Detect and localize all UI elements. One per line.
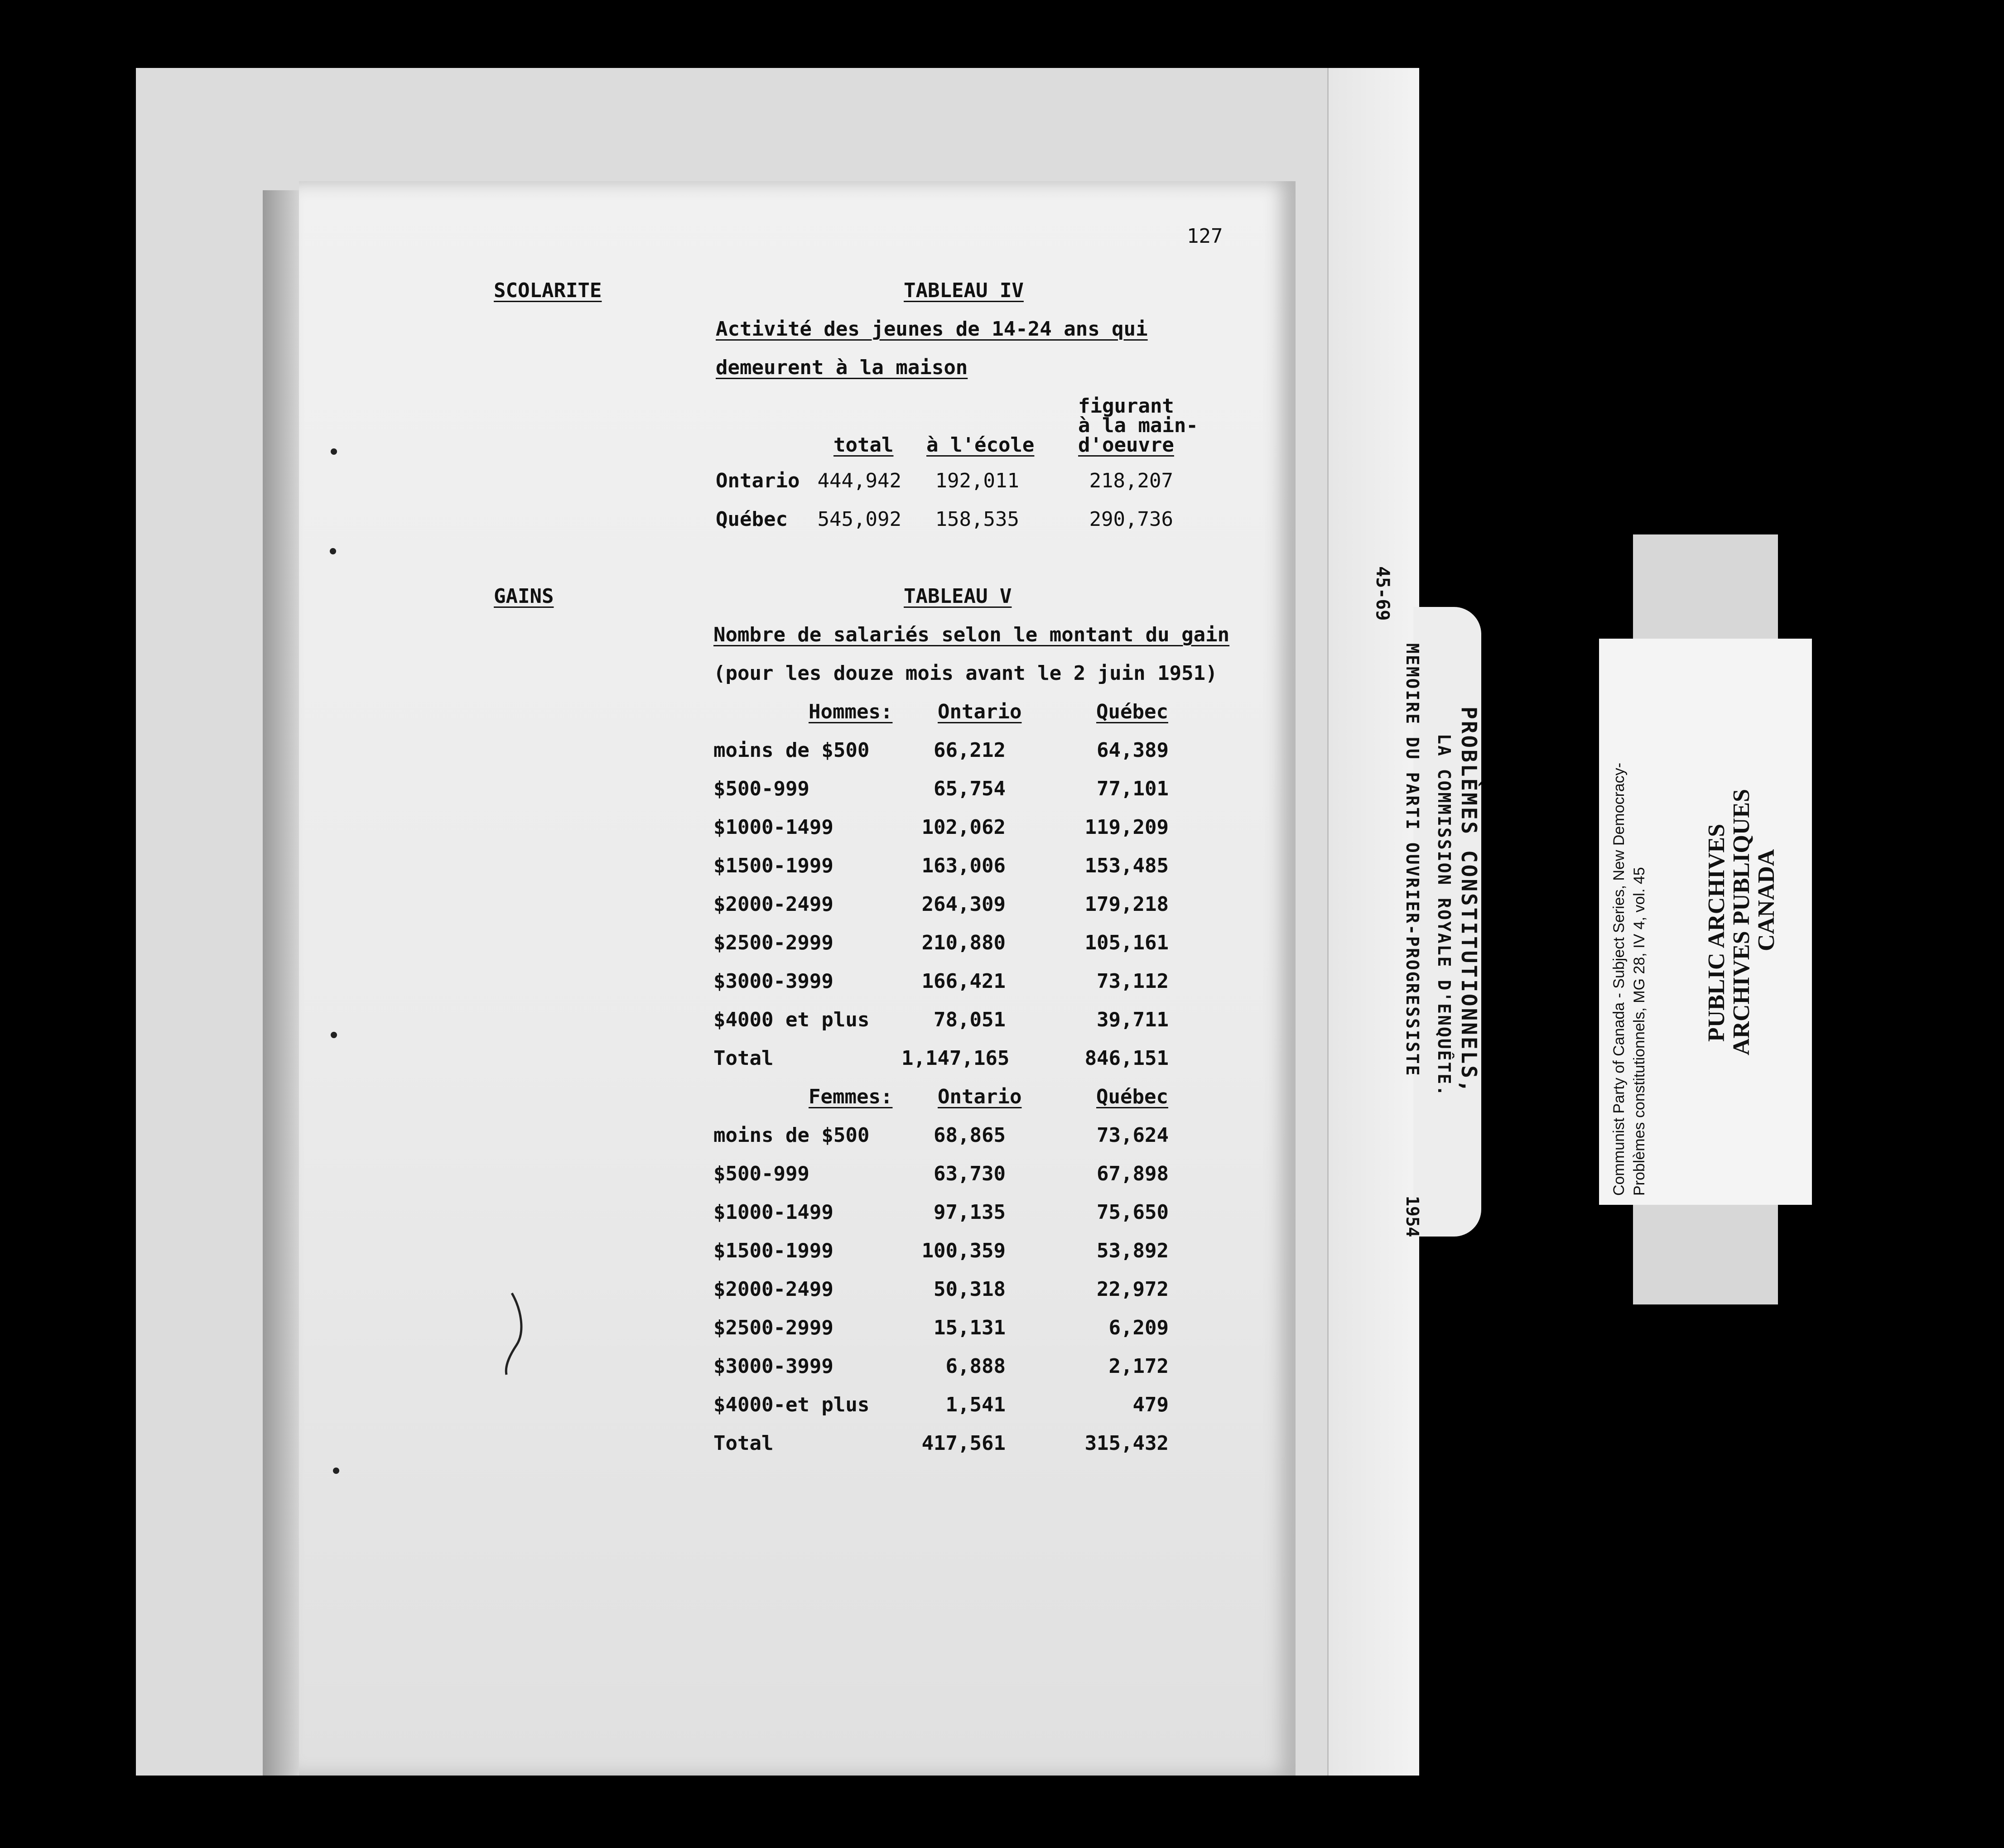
cell-ontario: 63,730 xyxy=(934,1162,1006,1185)
archive-stamp-line2: ARCHIVES PUBLIQUES xyxy=(1729,789,1754,1055)
row-label: Total xyxy=(713,1432,774,1455)
cell-quebec: 119,209 xyxy=(1084,816,1169,839)
col-header-main: à la main- xyxy=(1078,414,1198,437)
archive-stamp-line3: CANADA xyxy=(1754,849,1779,951)
cell-quebec: 6,209 xyxy=(1108,1316,1169,1339)
row-label: Ontario xyxy=(716,469,800,492)
cell-quebec: 73,624 xyxy=(1097,1124,1169,1147)
cell-ontario: 66,212 xyxy=(934,739,1006,762)
cell-quebec: 22,972 xyxy=(1097,1278,1169,1301)
cell-quebec: 39,711 xyxy=(1097,1008,1169,1031)
archive-label-line1: Communist Party of Canada - Subject Series, New Democracy- xyxy=(1610,762,1628,1196)
cell-quebec: 479 xyxy=(1132,1393,1169,1416)
row-label: $2500-2999 xyxy=(713,931,833,954)
cell-quebec: 77,101 xyxy=(1097,777,1169,800)
row-label: $1000-1499 xyxy=(713,1201,833,1224)
pencil-mark xyxy=(503,1291,539,1377)
cell-ontario: 417,561 xyxy=(921,1432,1006,1455)
row-label: $4000-et plus xyxy=(713,1393,870,1416)
row-label: $500-999 xyxy=(713,1162,809,1185)
hommes-col-quebec: Québec xyxy=(1096,700,1168,723)
cell-quebec: 179,218 xyxy=(1084,893,1169,916)
tableau-iv-title-line2: demeurent à la maison xyxy=(716,356,968,379)
col-header-oeuvre: d'oeuvre xyxy=(1078,433,1174,457)
cell-ontario: 1,541 xyxy=(945,1393,1006,1416)
cell-main: 290,736 xyxy=(1089,508,1173,531)
tableau-v-subtitle: (pour les douze mois avant le 2 juin 1951) xyxy=(713,662,1218,685)
cell-main: 218,207 xyxy=(1089,469,1173,492)
cell-ecole: 158,535 xyxy=(935,508,1019,531)
punch-dot xyxy=(330,548,336,554)
document-page xyxy=(299,181,1296,1776)
cell-ontario: 65,754 xyxy=(934,777,1006,800)
punch-dot xyxy=(331,1032,337,1038)
folder-tab-line3: MEMOIRE DU PARTI OUVRIER-PROGRESSISTE xyxy=(1402,643,1422,1077)
cell-ontario: 68,865 xyxy=(934,1124,1006,1147)
cell-total: 444,942 xyxy=(817,469,901,492)
row-label: Québec xyxy=(716,508,788,531)
cell-ontario: 163,006 xyxy=(921,854,1006,877)
cell-ontario: 166,421 xyxy=(921,970,1006,993)
femmes-label: Femmes: xyxy=(809,1085,893,1108)
cell-quebec: 53,892 xyxy=(1097,1239,1169,1262)
col-header-total: total xyxy=(833,433,894,457)
cell-quebec: 105,161 xyxy=(1084,931,1169,954)
row-label: $500-999 xyxy=(713,777,809,800)
row-label: moins de $500 xyxy=(713,1124,870,1147)
archive-label-line2: Problèmes constitutionnels, MG 28, IV 4, vol. 45 xyxy=(1631,867,1648,1196)
col-header-figurant: figurant xyxy=(1078,395,1174,418)
row-label: $1000-1499 xyxy=(713,816,833,839)
row-label: $1500-1999 xyxy=(713,854,833,877)
sheet-shadow-edge xyxy=(263,190,299,1776)
cell-ontario: 210,880 xyxy=(921,931,1006,954)
punch-dot xyxy=(333,1468,339,1474)
cell-quebec: 315,432 xyxy=(1084,1432,1169,1455)
tableau-v-title: Nombre de salariés selon le montant du gain xyxy=(713,623,1230,646)
folder-tab-line1: PROBLÈMES CONSTITUTIONNELS, xyxy=(1457,707,1481,1094)
cell-ontario: 102,062 xyxy=(921,816,1006,839)
cell-quebec: 75,650 xyxy=(1097,1201,1169,1224)
tableau-iv-heading: TABLEAU IV xyxy=(904,279,1024,302)
cell-total: 545,092 xyxy=(817,508,901,531)
row-label: $2500-2999 xyxy=(713,1316,833,1339)
cell-ecole: 192,011 xyxy=(935,469,1019,492)
cell-ontario: 97,135 xyxy=(934,1201,1006,1224)
row-label: $2000-2499 xyxy=(713,1278,833,1301)
folder-tab-number: 45-69 xyxy=(1372,566,1393,621)
row-label: $3000-3999 xyxy=(713,1355,833,1378)
cell-quebec: 153,485 xyxy=(1084,854,1169,877)
hommes-label: Hommes: xyxy=(809,700,893,723)
hommes-col-ontario: Ontario xyxy=(938,700,1022,723)
tableau-iv-title-line1: Activité des jeunes de 14-24 ans qui xyxy=(716,318,1148,341)
section-gains: GAINS xyxy=(494,585,554,608)
row-label: moins de $500 xyxy=(713,739,870,762)
cell-ontario: 264,309 xyxy=(921,893,1006,916)
row-label: Total xyxy=(713,1047,774,1070)
femmes-col-ontario: Ontario xyxy=(938,1085,1022,1108)
folder-tab-year: 1954 xyxy=(1402,1196,1422,1237)
punch-dot xyxy=(331,448,337,455)
row-label: $3000-3999 xyxy=(713,970,833,993)
femmes-col-quebec: Québec xyxy=(1096,1085,1168,1108)
cell-quebec: 67,898 xyxy=(1097,1162,1169,1185)
row-label: $1500-1999 xyxy=(713,1239,833,1262)
folder-tab-line2: LA COMMISSION ROYALE D'ENQUÊTE. xyxy=(1434,734,1454,1097)
col-header-ecole: à l'école xyxy=(926,433,1035,457)
cell-ontario: 50,318 xyxy=(934,1278,1006,1301)
tableau-v-heading: TABLEAU V xyxy=(904,585,1012,608)
cell-quebec: 64,389 xyxy=(1097,739,1169,762)
cell-ontario: 15,131 xyxy=(934,1316,1006,1339)
cell-ontario: 1,147,165 xyxy=(901,1047,1010,1070)
archive-stamp-line1: PUBLIC ARCHIVES xyxy=(1704,823,1729,1042)
cell-ontario: 78,051 xyxy=(934,1008,1006,1031)
cell-ontario: 6,888 xyxy=(945,1355,1006,1378)
page-number: 127 xyxy=(1187,225,1223,248)
row-label: $2000-2499 xyxy=(713,893,833,916)
cell-quebec: 846,151 xyxy=(1084,1047,1169,1070)
row-label: $4000 et plus xyxy=(713,1008,870,1031)
cell-quebec: 2,172 xyxy=(1108,1355,1169,1378)
cell-quebec: 73,112 xyxy=(1097,970,1169,993)
section-scolarite: SCOLARITE xyxy=(494,279,602,302)
cell-ontario: 100,359 xyxy=(921,1239,1006,1262)
